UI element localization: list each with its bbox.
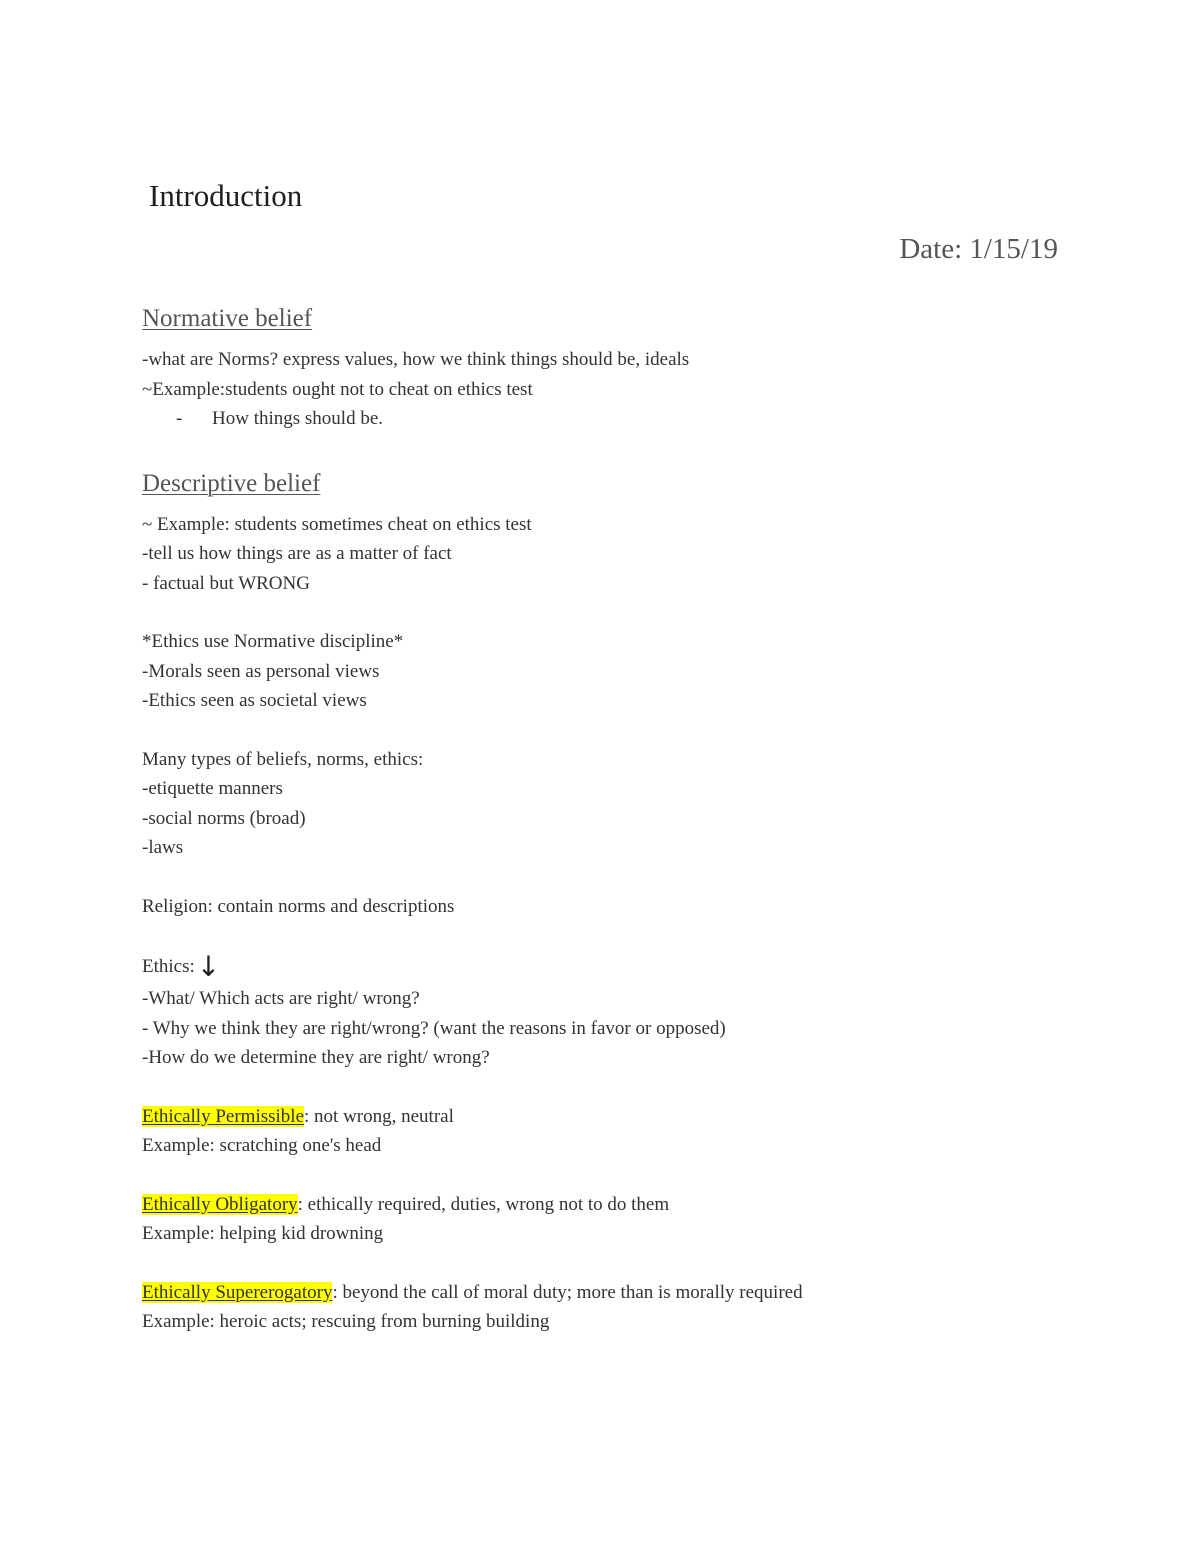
religion-section bbox=[142, 892, 1082, 922]
term-definition: : beyond the call of moral duty; more than is morally required bbox=[332, 1281, 803, 1303]
spacer bbox=[142, 598, 1082, 627]
ethics-note-line: -Ethics seen as societal views bbox=[142, 690, 367, 711]
ethics-notes-section bbox=[142, 627, 1082, 716]
types-item: -social norms (broad) bbox=[142, 807, 306, 829]
term-definition-line bbox=[142, 1190, 1082, 1220]
bullet-text: How things should be. bbox=[212, 408, 383, 429]
types-item: -laws bbox=[142, 837, 184, 858]
arrow-down-icon: ↓ bbox=[196, 950, 221, 983]
normative-belief-heading: Normative belief bbox=[142, 305, 313, 332]
spacer bbox=[142, 1073, 1082, 1102]
term-supererogatory bbox=[142, 1278, 1082, 1337]
religion-line: Religion: contain norms and descriptions bbox=[142, 895, 455, 917]
ethics-label: Ethics: bbox=[142, 956, 195, 977]
term-example: Example: heroic acts; rescuing from burning building bbox=[142, 1311, 550, 1332]
normative-bullet bbox=[142, 404, 1082, 434]
term-obligatory bbox=[142, 1190, 1082, 1249]
normative-belief-section bbox=[142, 303, 1082, 434]
descriptive-line: - factual but WRONG bbox=[142, 572, 310, 594]
descriptive-belief-section bbox=[142, 468, 1082, 599]
ethics-question: - Why we think they are right/wrong? (want the reasons in favor or opposed) bbox=[142, 1017, 726, 1039]
highlighted-term: Ethically Permissible bbox=[142, 1105, 305, 1127]
highlighted-term: Ethically Supererogatory bbox=[142, 1281, 333, 1303]
term-definition: : ethically required, duties, wrong not to do them bbox=[297, 1193, 670, 1215]
ethics-question: -What/ Which acts are right/ wrong? bbox=[142, 988, 420, 1009]
term-definition-line bbox=[142, 1102, 1082, 1132]
term-example: Example: scratching one's head bbox=[142, 1135, 382, 1156]
term-permissible bbox=[142, 1102, 1082, 1161]
page-title: Introduction bbox=[149, 178, 303, 213]
types-item: -etiquette manners bbox=[142, 778, 283, 799]
date-label: Date: 1/15/19 bbox=[899, 233, 1058, 265]
ethics-question: -How do we determine they are right/ wrong? bbox=[142, 1047, 490, 1068]
term-definition-line bbox=[142, 1278, 1082, 1308]
highlighted-term: Ethically Obligatory bbox=[142, 1193, 298, 1215]
normative-line: -what are Norms? express values, how we think things should be, ideals bbox=[142, 349, 690, 370]
bullet-dash: - bbox=[176, 408, 183, 429]
normative-line: ~Example:students ought not to cheat on ethics test bbox=[142, 378, 533, 400]
types-intro: Many types of beliefs, norms, ethics: bbox=[142, 748, 424, 770]
descriptive-line: -tell us how things are as a matter of fact bbox=[142, 543, 452, 564]
term-definition: : not wrong, neutral bbox=[304, 1105, 454, 1127]
spacer bbox=[142, 921, 1082, 950]
spacer bbox=[142, 1249, 1082, 1278]
spacer bbox=[142, 863, 1082, 892]
descriptive-belief-heading: Descriptive belief bbox=[142, 469, 321, 497]
descriptive-line: ~ Example: students sometimes cheat on ethics test bbox=[142, 513, 532, 535]
ethics-questions-section bbox=[142, 950, 1082, 1073]
types-section bbox=[142, 745, 1082, 863]
spacer bbox=[142, 434, 1082, 468]
spacer bbox=[142, 1161, 1082, 1190]
term-example: Example: helping kid drowning bbox=[142, 1223, 384, 1244]
ethics-note-line: -Morals seen as personal views bbox=[142, 660, 380, 682]
notes-body bbox=[142, 303, 1082, 1337]
ethics-note-line: *Ethics use Normative discipline* bbox=[142, 631, 404, 652]
ethics-label-line bbox=[142, 950, 1082, 984]
spacer bbox=[142, 716, 1082, 745]
